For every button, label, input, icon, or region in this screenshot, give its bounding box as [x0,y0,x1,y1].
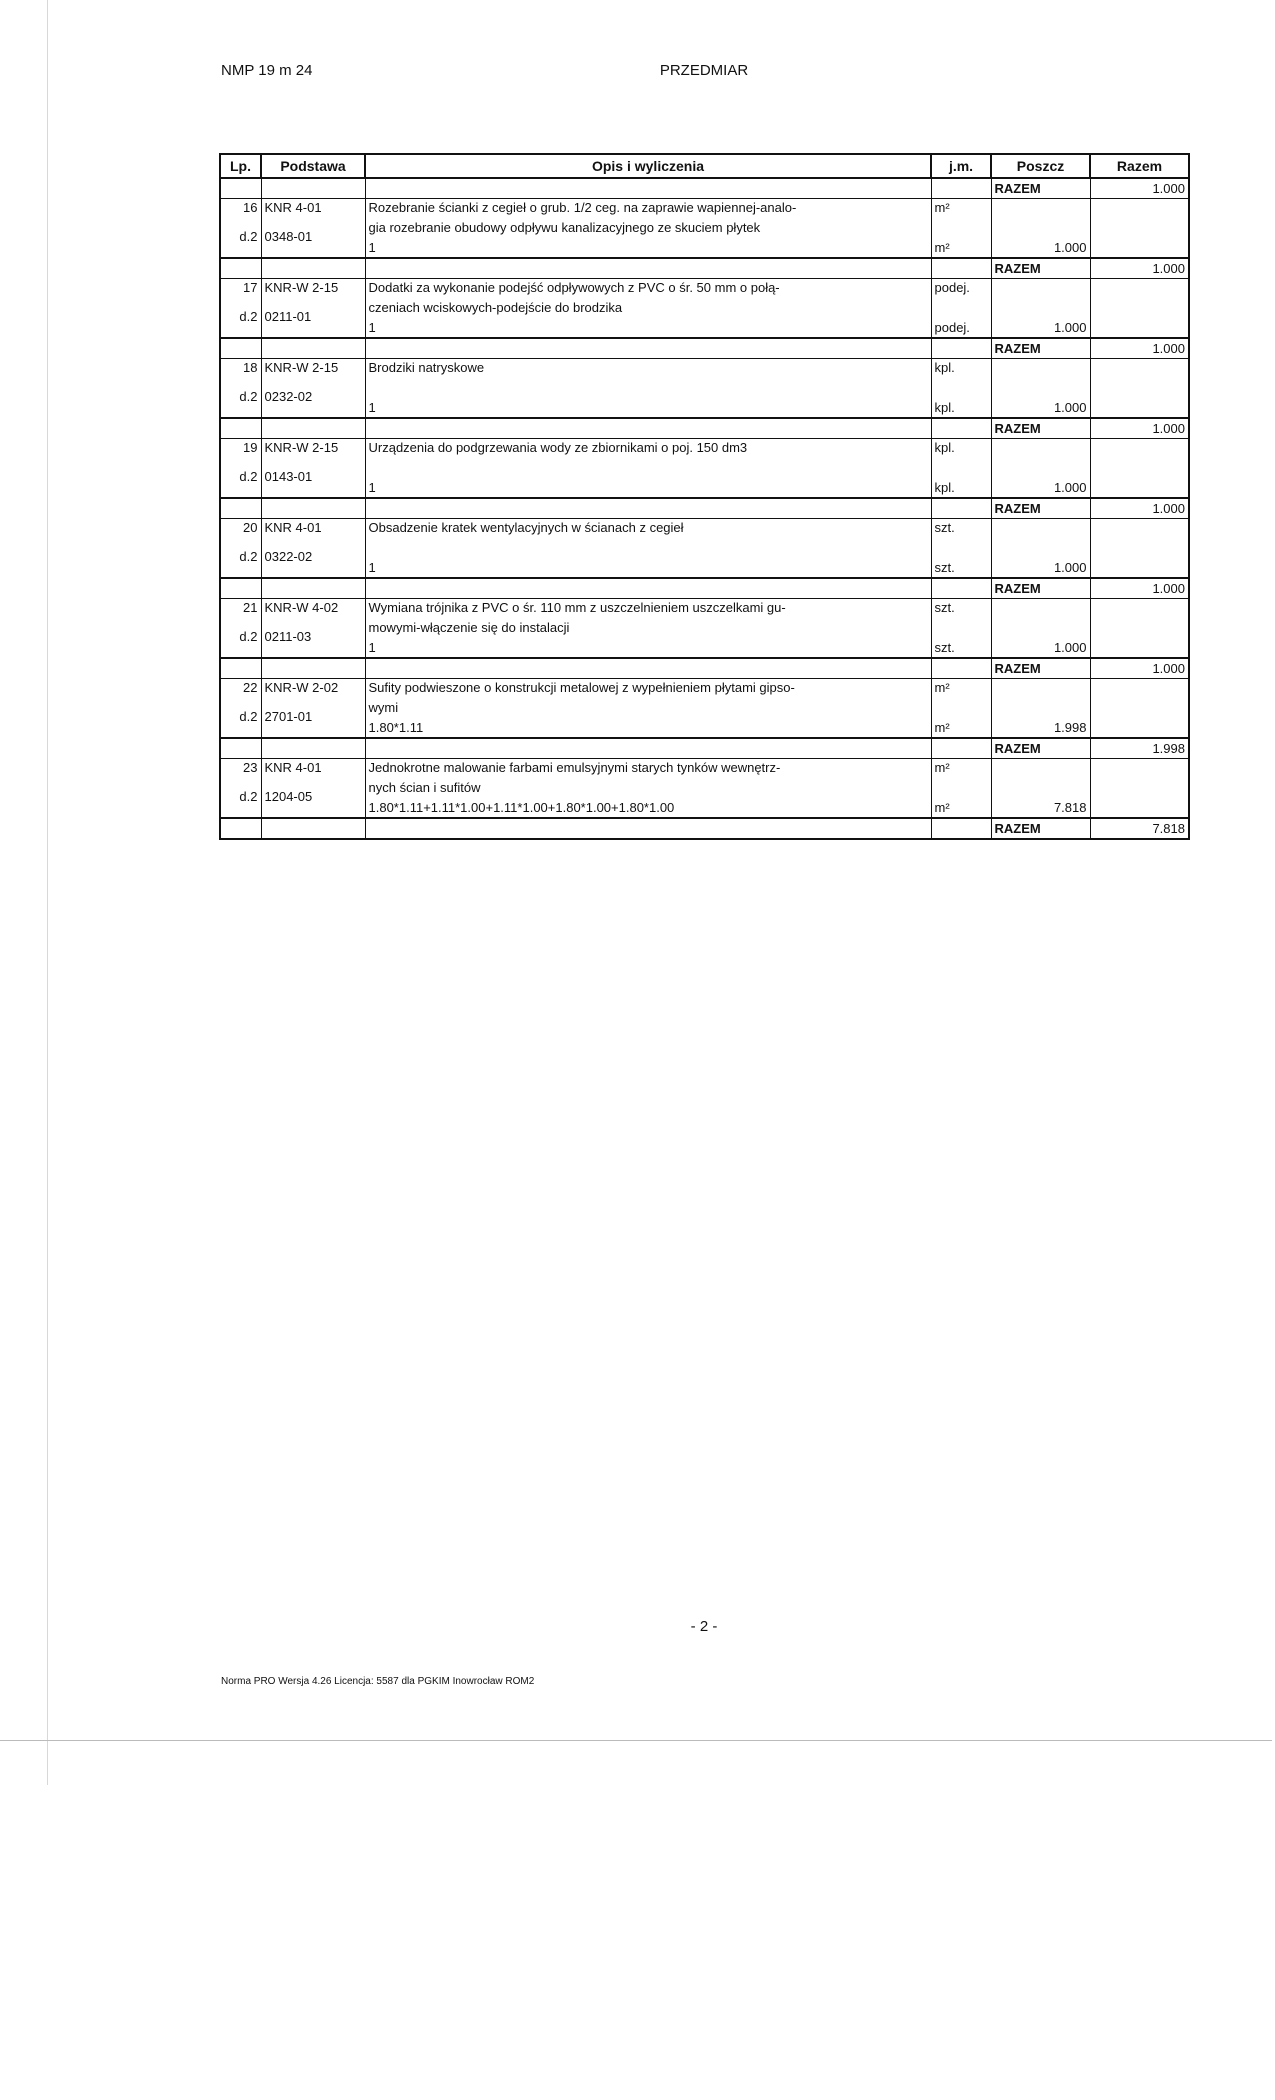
razem-row [220,658,1189,679]
table-row [220,759,1189,819]
document-code: NMP 19 m 24 [221,62,313,79]
description-line-2: wymi [368,700,399,715]
col-opis: Opis i wyliczenia [365,154,931,178]
col-razem: Razem [1090,154,1189,178]
podstawa-code: KNR-W 2-02 [264,680,339,695]
description-line-2: mowymi-włączenie się do instalacji [368,620,570,635]
unit: podej. [934,320,970,335]
calculation: 1 [368,240,376,255]
document-title: PRZEDMIAR [659,62,749,79]
razem-row [220,418,1189,439]
table-row [220,359,1189,419]
table-row [220,679,1189,739]
podstawa-number: 0143-01 [264,469,313,484]
razem-row [220,498,1189,519]
podstawa-code: KNR-W 2-15 [264,280,339,295]
razem-label: RAZEM [991,498,1090,519]
razem-value: 7.818 [1090,818,1189,839]
calculation: 1 [368,400,376,415]
description-line-1: Obsadzenie kratek wentylacyjnych w ścianach z cegieł [368,520,684,535]
table-row [220,279,1189,339]
unit: kpl. [934,480,955,495]
poszcz-value: 1.998 [1053,720,1087,735]
item-number: 23 [243,760,258,775]
description-line-1: Brodziki natryskowe [368,360,485,375]
razem-row [220,338,1189,359]
razem-row [220,258,1189,279]
razem-value: 1.000 [1090,258,1189,279]
description-line-1: Wymiana trójnika z PVC o śr. 110 mm z uszczelnieniem uszczelkami gu- [368,600,786,615]
scan-edge-line [47,0,48,1785]
razem-value: 1.000 [1090,338,1189,359]
razem-label: RAZEM [991,258,1090,279]
item-sub: d.2 [239,229,258,244]
razem-value: 1.000 [1090,498,1189,519]
col-jm: j.m. [931,154,991,178]
podstawa-code: KNR-W 2-15 [264,360,339,375]
poszcz-value: 7.818 [1053,800,1087,815]
calculation: 1.80*1.11 [368,720,424,735]
podstawa-number: 0232-02 [264,389,313,404]
podstawa-code: KNR-W 2-15 [264,440,339,455]
razem-row [220,738,1189,759]
calculation: 1 [368,640,376,655]
razem-label: RAZEM [991,738,1090,759]
unit: m² [934,240,950,255]
item-sub: d.2 [239,469,258,484]
podstawa-number: 2701-01 [264,709,313,724]
col-lp: Lp. [220,154,261,178]
calculation: 1 [368,320,376,335]
description-line-1: Urządzenia do podgrzewania wody ze zbiornikami o poj. 150 dm3 [368,440,748,455]
razem-value: 1.000 [1090,178,1189,199]
item-sub: d.2 [239,789,258,804]
table-header [220,154,1189,178]
item-sub: d.2 [239,629,258,644]
item-number: 21 [243,600,258,615]
col-poszcz: Poszcz [991,154,1090,178]
item-sub: d.2 [239,309,258,324]
razem-label: RAZEM [991,418,1090,439]
page-number: - 2 - [690,1618,718,1635]
unit: szt. [934,560,955,575]
item-number: 18 [243,360,258,375]
item-number: 16 [243,200,258,215]
unit: kpl. [934,400,955,415]
razem-row [220,178,1189,199]
poszcz-value: 1.000 [1053,400,1087,415]
description-line-2: czeniach wciskowych-podejście do brodzika [368,300,623,315]
software-footer: Norma PRO Wersja 4.26 Licencja: 5587 dla PGKIM Inowrocław ROM2 [221,1676,535,1687]
unit: kpl. [934,360,955,375]
description-line-1: Rozebranie ścianki z cegieł o grub. 1/2 ceg. na zaprawie wapiennej-analo- [368,200,797,215]
poszcz-value: 1.000 [1053,480,1087,495]
unit: m² [934,720,950,735]
description-line-1: Jednokrotne malowanie farbami emulsyjnymi starych tynków wewnętrz- [368,760,781,775]
poszcz-value: 1.000 [1053,320,1087,335]
item-number: 17 [243,280,258,295]
podstawa-number: 0322-02 [264,549,313,564]
item-sub: d.2 [239,709,258,724]
podstawa-number: 0211-01 [264,309,312,324]
podstawa-number: 1204-05 [264,789,313,804]
razem-row [220,578,1189,599]
description-line-2: nych ścian i sufitów [368,780,481,795]
unit: szt. [934,600,955,615]
poszcz-value: 1.000 [1053,560,1087,575]
razem-row [220,818,1189,839]
podstawa-code: KNR 4-01 [264,760,322,775]
razem-value: 1.000 [1090,578,1189,599]
podstawa-code: KNR 4-01 [264,200,322,215]
item-number: 19 [243,440,258,455]
unit: kpl. [934,440,955,455]
table-row [220,519,1189,579]
calculation: 1 [368,560,376,575]
razem-label: RAZEM [991,818,1090,839]
description-line-1: Sufity podwieszone o konstrukcji metalowej z wypełnieniem płytami gipso- [368,680,795,695]
unit: m² [934,200,950,215]
razem-label: RAZEM [991,578,1090,599]
podstawa-number: 0348-01 [264,229,313,244]
unit: szt. [934,640,955,655]
unit: podej. [934,280,970,295]
table-row [220,199,1189,259]
bill-of-quantities-table [219,153,1190,840]
item-sub: d.2 [239,389,258,404]
table-row [220,439,1189,499]
razem-label: RAZEM [991,338,1090,359]
podstawa-number: 0211-03 [264,629,312,644]
item-number: 22 [243,680,258,695]
razem-value: 1.998 [1090,738,1189,759]
podstawa-code: KNR 4-01 [264,520,322,535]
razem-label: RAZEM [991,178,1090,199]
item-number: 20 [243,520,258,535]
page-bottom-edge [0,1740,1272,1741]
poszcz-value: 1.000 [1053,240,1087,255]
podstawa-code: KNR-W 4-02 [264,600,339,615]
description-line-1: Dodatki za wykonanie podejść odpływowych z PVC o śr. 50 mm o połą- [368,280,780,295]
description-line-2: gia rozebranie obudowy odpływu kanalizacyjnego ze skuciem płytek [368,220,761,235]
unit: szt. [934,520,955,535]
col-podstawa: Podstawa [261,154,365,178]
calculation: 1.80*1.11+1.11*1.00+1.11*1.00+1.80*1.00+1.80*1.00 [368,800,675,815]
table-row [220,599,1189,659]
razem-label: RAZEM [991,658,1090,679]
unit: m² [934,760,950,775]
razem-value: 1.000 [1090,418,1189,439]
unit: m² [934,800,950,815]
item-sub: d.2 [239,549,258,564]
poszcz-value: 1.000 [1053,640,1087,655]
unit: m² [934,680,950,695]
calculation: 1 [368,480,376,495]
razem-value: 1.000 [1090,658,1189,679]
